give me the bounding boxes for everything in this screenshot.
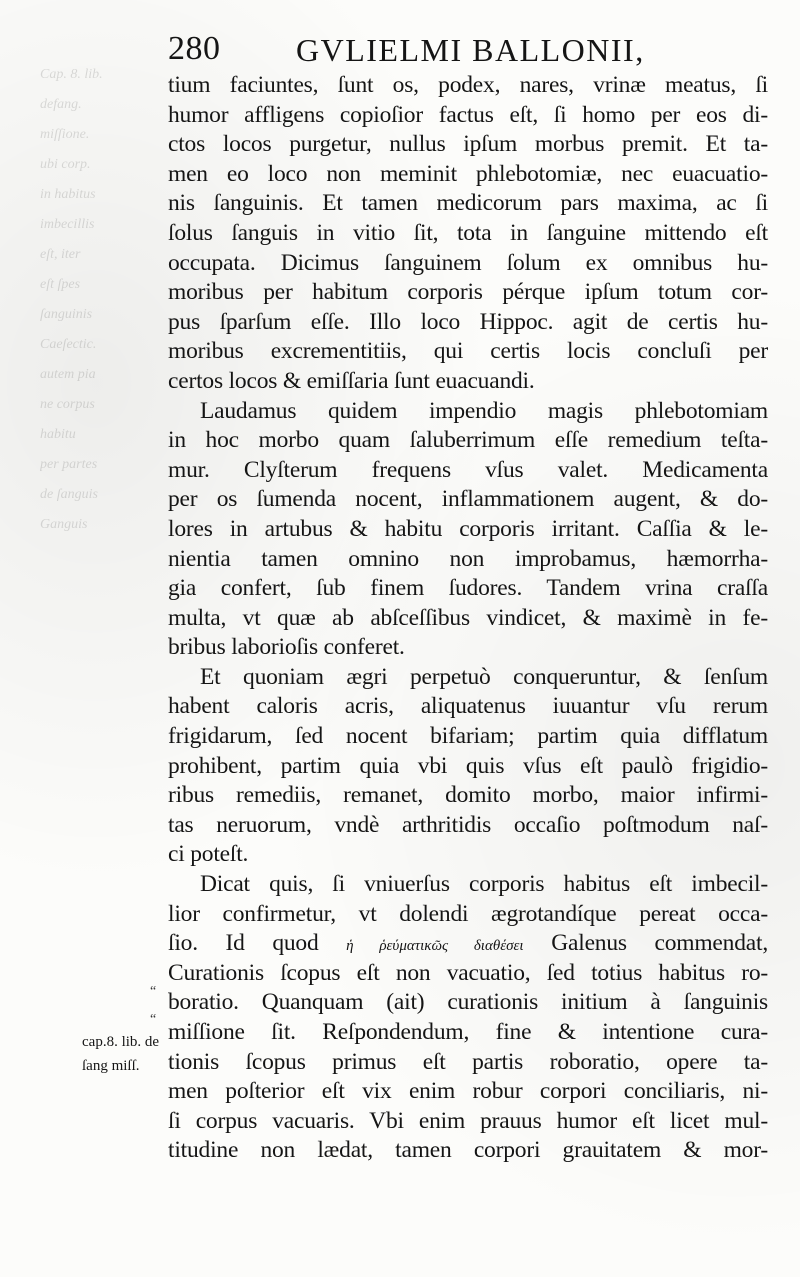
paragraph-start: Et quoniam ægri perpetuò conqueruntur, & ſenſum [200,663,768,690]
text-line: moribus per habitum corporis pérque ipſum totum cor- [168,279,768,306]
margin-note [82,1030,182,1078]
text-line: miſſione ſit. Reſpondendum, fine & intentione cura- [168,1019,768,1045]
margin-note-line: cap.8. lib. de [82,1034,160,1050]
show-through-text: Cap. 8. lib. defang. miſſione. ubi corp. in habitus imbecillis eſt, iter eſt ſpes ſanguinis Caeſectic. autem pia ne corpus habitu per partes de ſanguis Ganguis [40,67,103,532]
quote-mark: “ [150,1012,157,1027]
text-line: mur. Clyſterum frequens vſus valet. Medicamenta [168,456,768,483]
text-line: habent caloris acris, aliquatenus iuuantur vſu rerum [168,693,768,720]
running-head: GVLIELMI BALLONII, [296,32,645,68]
text-fragment: ſio. Id quod [168,930,319,957]
text-line: humor affligens copioſior factus eſt, ſi homo per eos di- [168,101,768,128]
text-line: titudine non lædat, tamen corpori grauitatem & mor- [168,1137,768,1164]
text-line: multa, vt quæ ab abſceſſibus vindicet, & maximè in fe- [168,604,768,631]
text-line: men poſterior eſt vix enim robur corpori conciliaris, ni- [168,1078,768,1105]
paragraph-start: Dicat quis, ſi vniuerſus corporis habitus eſt imbecil- [200,871,768,898]
text-line: tas neruorum, vndè arthritidis occaſio poſtmodum naſ- [168,811,768,838]
paragraph-start: Laudamus quidem impendio magis phlebotomiam [200,397,768,424]
text-line: lores in artubus & habitu corporis irritant. Caſſia & le- [168,515,768,542]
text-line: in hoc morbo quam ſaluberrimum eſſe remedium teſta- [168,427,768,454]
text-line: gia confert, ſub finem ſudores. Tandem vrina craſſa [168,575,768,602]
text-line: ribus remediis, remanet, domito morbo, maior infirmi- [168,782,768,809]
text-line: moribus excrementitiis, qui certis locis concluſi per [168,338,768,365]
text-line: certos locos & emiſſaria ſunt euacuandi. [168,367,535,394]
text-line: Curationis ſcopus eſt non vacuatio, ſed totius habitus ro- [168,959,768,986]
text-line: frigidarum, ſed nocent bifariam; partim quia difflatum [168,723,768,750]
text-line: pus ſparſum eſſe. Illo loco Hippoc. agit de certis hu- [168,308,768,335]
body-text [168,71,768,1166]
margin-note-line: ſang miſſ. [82,1058,140,1074]
text-line: nientia tamen omnino non improbamus, hæmorrha- [168,545,768,572]
text-line: nis ſanguinis. Et tamen medicorum pars maxima, ac ſi [168,190,768,217]
text-line: tium faciuntes, ſunt os, podex, nares, vrinæ meatus, ſi [168,72,768,98]
text-line: lior confirmetur, vt dolendi ægrotandíque pereat occa- [168,900,768,927]
page-number: 280 [168,30,221,67]
text-line: prohibent, partim quia vbi quis vſus eſt paulò frigidio- [168,752,768,779]
greek-phrase: ἡ ῥεύματικῶς διαθέσει [346,938,524,955]
text-line: ſolus ſanguis in vitio ſit, tota in ſanguine mittendo eſt [168,219,768,246]
text-line: per os ſumenda nocent, inflammationem augent, & do- [168,486,768,513]
text-line: bribus laborioſis conferet. [168,634,405,661]
text-line: occupata. Dicimus ſanguinem ſolum ex omnibus hu- [168,249,768,276]
text-line-with-greek [168,929,768,959]
text-line: tionis ſcopus primus eſt partis roboratio, opere ta- [168,1048,768,1075]
text-line: boratio. Quanquam (ait) curationis initium à ſanguinis [168,989,768,1016]
text-line: ci poteſt. [168,841,249,868]
quote-mark: “ [150,984,157,999]
page-header [168,28,768,72]
text-line: men eo loco non meminit phlebotomiæ, nec euacuatio- [168,160,768,187]
text-line: ctos locos purgetur, nullus ipſum morbus premit. Et ta- [168,131,768,158]
text-fragment: Galenus commendat, [551,930,768,957]
text-line: ſi corpus vacuaris. Vbi enim prauus humor eſt licet mul- [168,1107,768,1134]
